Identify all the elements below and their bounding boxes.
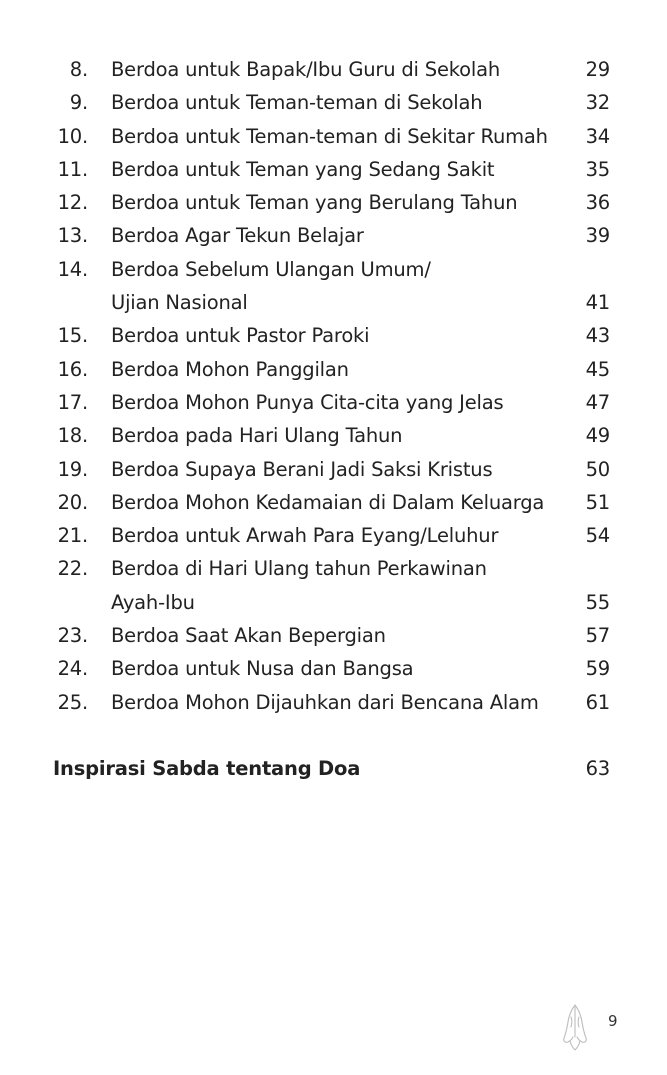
- toc-entry-page: 32: [585, 91, 610, 115]
- toc-entry-page: 57: [585, 624, 610, 648]
- toc-entry: [0, 53, 667, 86]
- toc-entry: [0, 186, 667, 219]
- toc-entry: [0, 253, 667, 286]
- toc-entry: [0, 486, 667, 519]
- toc-section-heading: [0, 752, 667, 785]
- toc-entry-page: 43: [585, 324, 610, 348]
- toc-entry-page: 49: [585, 424, 610, 448]
- toc-entry: [0, 619, 667, 652]
- toc-entry-title: Berdoa untuk Arwah Para Eyang/Leluhur: [111, 524, 499, 548]
- praying-hands-icon: [560, 1003, 590, 1051]
- toc-entry: [0, 353, 667, 386]
- toc-entry-page: 59: [585, 657, 610, 681]
- toc-section-title: Inspirasi Sabda tentang Doa: [53, 757, 361, 781]
- toc-section-page: 63: [585, 757, 610, 781]
- toc-entry-number: 16.: [57, 357, 88, 381]
- toc-entry-title: Berdoa untuk Teman-teman di Sekitar Rumah: [111, 124, 548, 148]
- toc-entry-title: Berdoa Agar Tekun Belajar: [111, 224, 364, 248]
- toc-entry-number: 14.: [57, 257, 88, 281]
- toc-entry-page: 54: [585, 524, 610, 548]
- toc-entry-number: 19.: [57, 457, 88, 481]
- toc-entry-number: 22.: [57, 557, 88, 581]
- toc-entry-title: Berdoa untuk Teman yang Sedang Sakit: [111, 157, 495, 181]
- toc-entry: [0, 219, 667, 252]
- toc-entry-number: 21.: [57, 524, 88, 548]
- toc-entry-title: Ujian Nasional: [111, 291, 248, 315]
- toc-entry-title: Berdoa Supaya Berani Jadi Saksi Kristus: [111, 457, 493, 481]
- table-of-contents: [0, 53, 667, 786]
- toc-entry-number: 8.: [69, 58, 88, 81]
- toc-entry-number: 17.: [57, 390, 88, 414]
- page-number: 9: [608, 1012, 618, 1030]
- toc-entry-page: 35: [585, 157, 610, 181]
- toc-entry: [0, 453, 667, 486]
- toc-entry: [0, 552, 667, 585]
- toc-entry-title: Berdoa Saat Akan Bepergian: [111, 624, 386, 648]
- toc-entry-page: 29: [585, 58, 610, 81]
- toc-entry-title: Berdoa untuk Pastor Paroki: [111, 324, 370, 348]
- toc-entry-page: 61: [585, 690, 610, 714]
- toc-entry: [0, 153, 667, 186]
- toc-entry-number: 24.: [57, 657, 88, 681]
- toc-entry-number: 13.: [57, 224, 88, 248]
- toc-entry: [0, 319, 667, 352]
- section-spacer: [0, 719, 667, 752]
- toc-entry: [0, 86, 667, 119]
- toc-entry-title: Berdoa untuk Teman-teman di Sekolah: [111, 91, 483, 115]
- toc-entry-title: Berdoa untuk Nusa dan Bangsa: [111, 657, 414, 681]
- toc-entry-title: Ayah-Ibu: [111, 590, 195, 614]
- toc-entry-number: 12.: [57, 191, 88, 215]
- toc-entry-page: 41: [585, 291, 610, 315]
- toc-entry: [0, 386, 667, 419]
- toc-entry-page: 39: [585, 224, 610, 248]
- toc-entry: [0, 120, 667, 153]
- toc-entry-number: 25.: [57, 690, 88, 714]
- toc-entry-page: 36: [585, 191, 610, 215]
- toc-entry-title: Berdoa pada Hari Ulang Tahun: [111, 424, 403, 448]
- toc-entry-title: Berdoa untuk Teman yang Berulang Tahun: [111, 191, 518, 215]
- toc-entry-number: 11.: [57, 157, 88, 181]
- toc-entry-title: Berdoa untuk Bapak/Ibu Guru di Sekolah: [111, 58, 500, 81]
- toc-entry-page: 45: [585, 357, 610, 381]
- toc-entry-title: Berdoa di Hari Ulang tahun Perkawinan: [111, 557, 487, 581]
- toc-entry: [0, 686, 667, 719]
- toc-entry-title: Berdoa Mohon Punya Cita-cita yang Jelas: [111, 390, 504, 414]
- toc-entry-number: 9.: [69, 91, 88, 115]
- toc-entry: [0, 419, 667, 452]
- toc-entry-page: 55: [585, 590, 610, 614]
- toc-entry-title: Berdoa Sebelum Ulangan Umum/: [111, 257, 431, 281]
- toc-entry-number: 23.: [57, 624, 88, 648]
- toc-entry-page: 34: [585, 124, 610, 148]
- toc-entry-page: 51: [585, 490, 610, 514]
- toc-entry-number: 20.: [57, 490, 88, 514]
- toc-entry-title: Berdoa Mohon Kedamaian di Dalam Keluarga: [111, 490, 545, 514]
- toc-entry-page: 47: [585, 390, 610, 414]
- toc-entry-number: 10.: [57, 124, 88, 148]
- toc-entry-number: 18.: [57, 424, 88, 448]
- toc-entry-title: Berdoa Mohon Panggilan: [111, 357, 349, 381]
- toc-entry-continuation: [0, 286, 667, 319]
- toc-entry-page: 50: [585, 457, 610, 481]
- toc-entry-number: 15.: [57, 324, 88, 348]
- toc-entry-continuation: [0, 586, 667, 619]
- toc-entry: [0, 652, 667, 685]
- toc-entry-title: Berdoa Mohon Dijauhkan dari Bencana Alam: [111, 690, 539, 714]
- toc-entry: [0, 519, 667, 552]
